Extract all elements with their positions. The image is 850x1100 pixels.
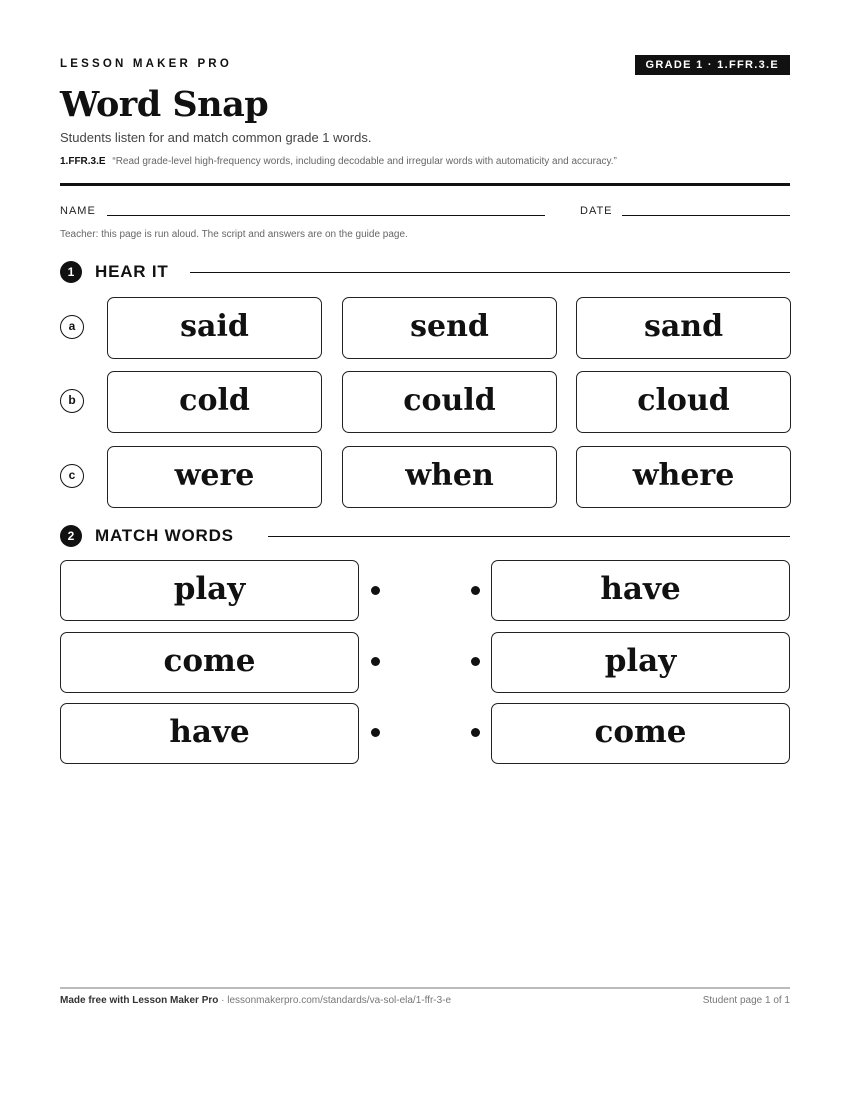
date-field-line[interactable] — [622, 215, 790, 216]
match-right-dot[interactable] — [471, 586, 480, 595]
match-left-card[interactable]: come — [60, 632, 359, 693]
match-left-dot[interactable] — [371, 657, 380, 666]
match-right-dot[interactable] — [471, 657, 480, 666]
footer-url[interactable]: · lessonmakerpro.com/standards/va-sol-ela/1-ffr-3-e — [218, 995, 452, 1006]
worksheet-page — [60, 0, 790, 1100]
standard-text: “Read grade-level high-frequency words, including decodable and irregular words with automaticity and accuracy.” — [112, 156, 617, 167]
name-label: NAME — [60, 205, 96, 217]
match-right-card[interactable]: come — [491, 703, 790, 764]
date-label: DATE — [580, 205, 613, 217]
row-letter-c: c — [60, 464, 84, 488]
section-rule — [190, 272, 790, 273]
match-left-dot[interactable] — [371, 728, 380, 737]
standard-code: 1.FFR.3.E — [60, 156, 106, 167]
match-left-dot[interactable] — [371, 586, 380, 595]
row-letter-a: a — [60, 315, 84, 339]
hear-word-card[interactable]: where — [576, 446, 791, 508]
hear-word-card[interactable]: send — [342, 297, 557, 359]
footer-credit — [60, 995, 451, 1006]
section-number: 1 — [60, 261, 82, 283]
hear-word-card[interactable]: when — [342, 446, 557, 508]
hear-word-card[interactable]: sand — [576, 297, 791, 359]
page-title: Word Snap — [60, 84, 269, 125]
section-hear-it-header — [60, 260, 790, 284]
footer-divider — [60, 987, 790, 989]
section-title: MATCH WORDS — [95, 526, 234, 545]
row-letter-b: b — [60, 389, 84, 413]
footer-made-with: Made free with Lesson Maker Pro — [60, 995, 219, 1006]
hear-word-card[interactable]: said — [107, 297, 322, 359]
standard-description — [60, 156, 617, 167]
match-left-card[interactable]: play — [60, 560, 359, 621]
page-subtitle: Students listen for and match common grade 1 words. — [60, 130, 372, 145]
header-divider — [60, 183, 790, 186]
grade-standard-badge: GRADE 1 · 1.FFR.3.E — [635, 55, 791, 75]
name-field-line[interactable] — [107, 215, 545, 216]
hear-word-card[interactable]: were — [107, 446, 322, 508]
teacher-note: Teacher: this page is run aloud. The script and answers are on the guide page. — [60, 229, 408, 240]
match-right-card[interactable]: have — [491, 560, 790, 621]
section-title: HEAR IT — [95, 262, 169, 281]
footer-page-number: Student page 1 of 1 — [702, 995, 790, 1006]
brand-name: LESSON MAKER PRO — [60, 58, 232, 70]
match-right-card[interactable]: play — [491, 632, 790, 693]
section-rule — [268, 536, 790, 537]
hear-word-card[interactable]: cloud — [576, 371, 791, 433]
hear-word-card[interactable]: could — [342, 371, 557, 433]
match-right-dot[interactable] — [471, 728, 480, 737]
section-match-words-header — [60, 524, 790, 548]
match-left-card[interactable]: have — [60, 703, 359, 764]
section-number: 2 — [60, 525, 82, 547]
hear-word-card[interactable]: cold — [107, 371, 322, 433]
